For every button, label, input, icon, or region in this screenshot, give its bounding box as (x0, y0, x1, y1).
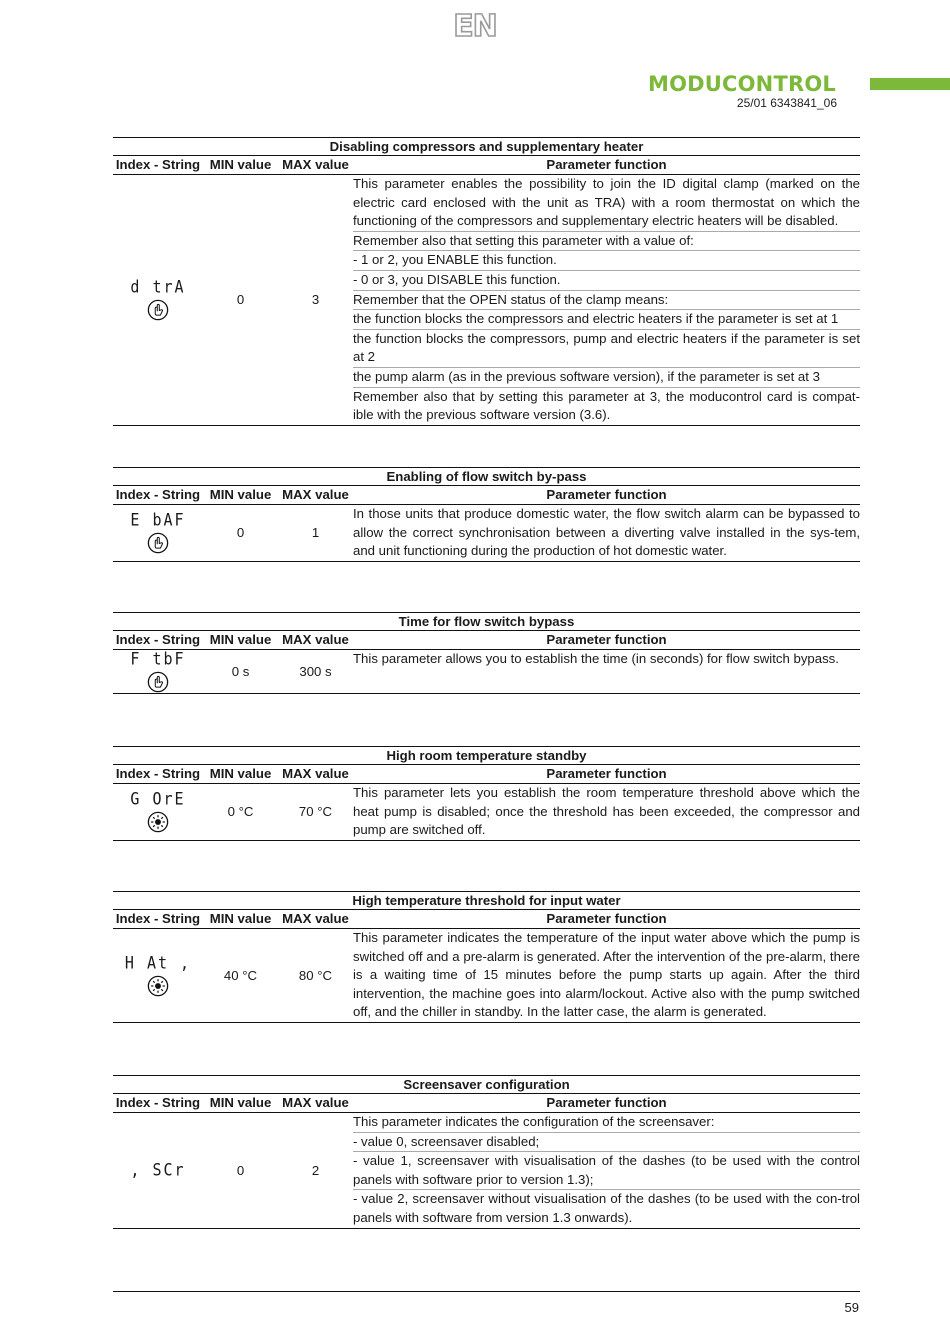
function-cell (353, 505, 860, 561)
language-badge: EN (453, 9, 497, 44)
function-line: This parameter enables the possibility to join the ID digital clamp (marked on the electric card enclosed with the unit as TRA) with a room thermostat on which the functioning of the compressors and supplementary electric heaters will be disabled. (353, 175, 860, 232)
max-value: 300 s (299, 664, 332, 679)
max-value: 80 °C (298, 967, 333, 983)
lcd-string: , SCr (130, 1160, 186, 1181)
max-value: 3 (311, 292, 320, 308)
page-number: 59 (844, 1300, 859, 1315)
min-value: 0 (236, 525, 245, 541)
hand-pump-icon (147, 532, 169, 554)
column-index: Index - String (115, 487, 201, 502)
function-line: This parameter allows you to establish the time (in seconds) for flow switch bypass. (353, 651, 839, 666)
table-title: Enabling of flow switch by-pass (113, 467, 860, 486)
lcd-string: G OrE (130, 789, 186, 810)
table-title: High temperature threshold for input water (113, 891, 860, 910)
function-line: - value 1, screensaver with visualisation of the dashes (to be used with the control panels with software prior to version 1.3); (353, 1152, 860, 1190)
index-cell (113, 784, 203, 840)
column-max: MAX value (282, 1095, 349, 1110)
sun-icon (147, 811, 169, 833)
column-function: Parameter function (546, 157, 667, 172)
hand-pump-icon (147, 299, 169, 321)
min-value: 0 (236, 1162, 245, 1178)
max-value: 2 (311, 1162, 320, 1178)
max-value: 1 (311, 525, 320, 541)
lcd-string: E bAF (130, 510, 186, 531)
table-row (113, 1113, 860, 1229)
min-value: 0 s (231, 664, 250, 679)
hand-pump-icon (147, 671, 169, 693)
table-row (113, 784, 860, 841)
column-index: Index - String (115, 157, 201, 172)
brand-accent-bar (870, 78, 950, 90)
table-row (113, 650, 860, 694)
column-min: MIN value (209, 766, 272, 781)
function-line: the pump alarm (as in the previous software version), if the parameter is set at 3 (353, 368, 860, 388)
lcd-string: H At , (124, 953, 192, 973)
column-min: MIN value (209, 157, 272, 172)
table-title: High room temperature standby (113, 746, 860, 765)
function-line: the function blocks the compressors and electric heaters if the parameter is set at 1 (353, 310, 860, 330)
parameter-table (113, 467, 860, 562)
index-cell (113, 929, 203, 1022)
sun-icon (147, 975, 169, 997)
column-min: MIN value (209, 911, 272, 926)
column-max: MAX value (282, 632, 349, 647)
column-min: MIN value (209, 1095, 272, 1110)
function-line: Remember also that by setting this parameter at 3, the moducontrol card is compat-ible with the previous software version (3.6). (353, 388, 860, 423)
parameter-table (113, 891, 860, 1023)
column-max: MAX value (282, 911, 349, 926)
column-max: MAX value (282, 766, 349, 781)
column-min: MIN value (209, 632, 272, 647)
index-cell (113, 175, 203, 425)
table-header-row (113, 631, 860, 650)
column-index: Index - String (115, 1095, 201, 1110)
footer-rule (113, 1291, 860, 1292)
lcd-string: d trA (130, 277, 186, 298)
function-cell (353, 650, 860, 693)
column-function: Parameter function (546, 1095, 667, 1110)
column-function: Parameter function (546, 632, 667, 647)
function-line: Remember that the OPEN status of the clamp means: (353, 291, 860, 311)
table-title: Screensaver configuration (113, 1075, 860, 1094)
table-header-row (113, 486, 860, 505)
column-index: Index - String (115, 911, 201, 926)
column-max: MAX value (282, 487, 349, 502)
function-cell (353, 1113, 860, 1228)
parameter-table (113, 137, 860, 426)
column-index: Index - String (115, 632, 201, 647)
parameter-table (113, 746, 860, 841)
column-function: Parameter function (546, 487, 667, 502)
function-line: the function blocks the compressors, pump and electric heaters if the parameter is set at 2 (353, 330, 860, 368)
function-cell (353, 929, 860, 1022)
min-value: 0 (236, 292, 245, 308)
column-function: Parameter function (546, 911, 667, 926)
function-cell (353, 784, 860, 840)
table-title: Time for flow switch bypass (113, 612, 860, 631)
table-header-row (113, 156, 860, 175)
table-header-row (113, 910, 860, 929)
function-line: - 0 or 3, you DISABLE this function. (353, 271, 860, 291)
parameter-table (113, 612, 860, 694)
function-line: This parameter lets you establish the room temperature threshold above which the heat pump is disabled; once the threshold has been exceeded, the compressor and pump are switched off. (353, 785, 860, 838)
function-line: This parameter indicates the temperature of the input water above which the pump is switched off and a pre-alarm is generated. After the intervention of the pre-alarm, there is a waiting time of 15 minutes before the pump starts up again. After the third intervention, the machine goes into alarm/lockout. Active also with the pump switched off, and the chiller in standby. In the latter case, the alarm is generated. (353, 930, 860, 1020)
parameter-table (113, 1075, 860, 1229)
function-line: Remember also that setting this parameter with a value of: (353, 232, 860, 252)
table-header-row (113, 765, 860, 784)
document-code: 25/01 6343841_06 (736, 96, 837, 110)
table-header-row (113, 1094, 860, 1113)
column-min: MIN value (209, 487, 272, 502)
function-line: - value 0, screensaver disabled; (353, 1133, 860, 1153)
max-value: 70 °C (298, 804, 333, 820)
function-cell (353, 175, 860, 425)
brand-title: MODUCONTROL (647, 72, 836, 96)
table-row (113, 929, 860, 1023)
column-index: Index - String (115, 766, 201, 781)
table-row (113, 175, 860, 426)
column-function: Parameter function (546, 766, 667, 781)
min-value: 40 °C (223, 967, 258, 983)
function-line: This parameter indicates the configuration of the screensaver: (353, 1113, 860, 1133)
table-title: Disabling compressors and supplementary heater (113, 137, 860, 156)
min-value: 0 °C (227, 804, 254, 820)
index-cell (113, 505, 203, 561)
function-line: In those units that produce domestic water, the flow switch alarm can be bypassed to allow the correct synchronisation between a diverting valve installed in the sys-tem, and unit functioning during the production of hot domestic water. (353, 506, 860, 559)
function-line: - value 2, screensaver without visualisation of the dashes (to be used with the con-trol panels with software from version 1.3 onwards). (353, 1191, 860, 1225)
table-row (113, 505, 860, 562)
function-line: - 1 or 2, you ENABLE this function. (353, 251, 860, 271)
column-max: MAX value (282, 157, 349, 172)
lcd-string: F tbF (130, 649, 186, 669)
index-cell (113, 1113, 203, 1228)
index-cell (113, 650, 203, 693)
